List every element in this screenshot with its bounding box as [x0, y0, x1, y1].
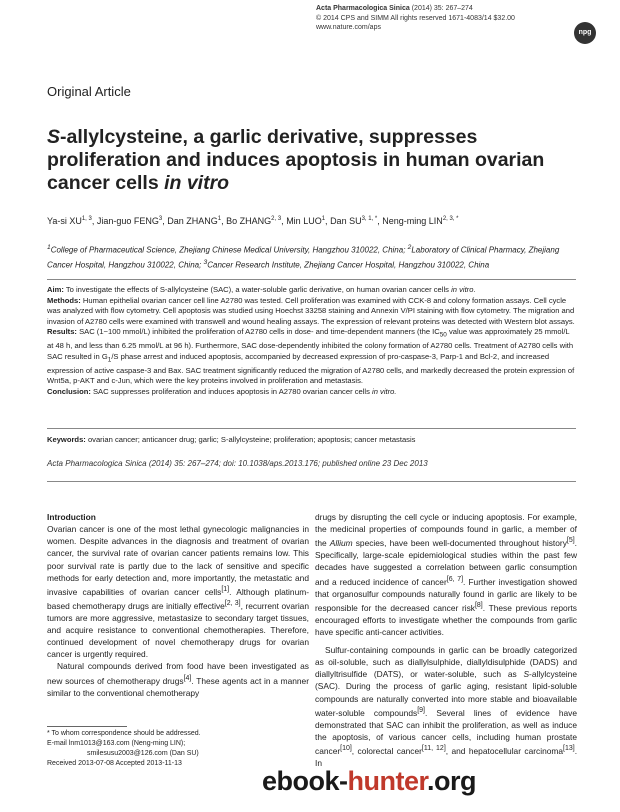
conclusion-text: SAC suppresses proliferation and induces apoptosis in A2780 ovarian cancer cells	[90, 386, 373, 396]
author-name: Dan ZHANG	[167, 216, 218, 226]
section-label: Original Article	[47, 84, 131, 99]
reference-link[interactable]: [8]	[474, 601, 483, 609]
author-affiliation-marker: 1	[217, 216, 222, 222]
conclusion-italic: in vitro.	[372, 386, 397, 396]
divider	[47, 279, 576, 280]
paragraph-text: Sulfur-containing compounds in garlic can be broadly categorized as oil-soluble, such as diallylsulphide, diallyldisulphide (DADS) and diallyltrisulfide (DATS), or water-soluble, such as	[315, 644, 577, 680]
reference-link[interactable]: [13]	[563, 745, 575, 752]
article-title	[47, 126, 587, 195]
aim-label: Aim:	[47, 285, 64, 294]
methods-label: Methods:	[47, 295, 81, 305]
author-affiliation-marker: 2, 3, *	[442, 216, 459, 222]
affiliations: $^1$College of Pharmaceutical Science, Zhejiang Chinese Medical University, Hangzhou 310022, China; $^2$Laboratory of Clinical Pharmacy, Zhejiang Cancer Hospital, Hangzhou 310022, China; $^3$Cancer Research Institute, Zhejiang Cancer Hospital, Hangzhou 310022, China	[47, 244, 560, 270]
reference-link[interactable]: [2, 3]	[224, 599, 241, 607]
journal-header	[316, 4, 515, 33]
title-main: -allylcysteine, a garlic derivative, suppresses proliferation and induces apoptosis in human ovarian cancer cells	[47, 126, 545, 194]
paragraph-text: . Several lines of evidence have demonstrated that SAC can inhibit the proliferation, as well as induce the apoptosis, of various cancer cells, including human prostate cancer	[315, 707, 577, 756]
abstract: Aim: To investigate the effects of S-allylcysteine (SAC), a water-soluble garlic derivative, on human ovarian cancer cells in vitro. Methods: Human epithelial ovarian cancer cell line A2780 was tested. Cell proliferation was examined with CCK-8 and colony formation assays. Cell cycle was analyzed with flow cytometry. Cell apoptosis was studied using Hoechst 33258 staining and Annexin V/PI staining with flow cytometry. The migration and invasion of A2780 cells were examined with transwell and wound healing assays. The expression of relevant proteins was detected with Western blot assays. Results: SAC (1−100 mmol/L) inhibited the proliferation of A2780 cells in dose- and time-dependent manners (the $IC_{50}$ value was approximately 25 mmol/L at 48 h, and less than 6.25 mmol/L at 96 h). Furthermore, SAC dose-dependently inhibited the colony formation of A2780 cells. Treatment of A2780 cells with SAC resulted in $G_1/S$ phase arrest and induced apoptosis, accompanied by decreased expression of pro-caspase-3, Parp-1 and Bcl-2, and increased expression of active caspase-3 and Bax. SAC treatment significantly reduced the migration of A2780 cells, and markedly decreased the protein expression of Wnt5a, p-AKT and c-Jun, which were the key proteins involved in proliferation and metastasis. Conclusion: SAC suppresses proliferation and induces apoptosis in A2780 ovarian cancer cells in vitro.	[47, 285, 575, 396]
author-name: Neng-ming LIN	[382, 216, 443, 226]
journal-name: Acta Pharmacologica Sinica	[316, 5, 410, 12]
affiliation-3: Cancer Research Institute, Zhejiang Cancer Hospital, Hangzhou 310022, China	[207, 260, 490, 270]
paragraph-text: , and hepatocellular carcinoma	[445, 745, 564, 756]
watermark-right: .org	[427, 766, 477, 796]
section-heading: Introduction	[47, 512, 96, 522]
conclusion-label: Conclusion:	[47, 386, 91, 396]
author-list: Ya-si XU$^{1, 3}$, Jian-guo FENG$^3$, Dan ZHANG$^1$, Bo ZHANG$^{2, 3}$, Min LUO$^1$, Dan $SU^{3, 1, *}$, Neng-ming $LIN^{2, 3, *}$	[47, 216, 459, 226]
watermark-accent: hunter	[347, 766, 428, 796]
body-column-right	[315, 511, 577, 769]
author-affiliation-marker: 2, 3	[271, 216, 282, 222]
results-text-2: value was approximately 25 mmol/L at 48 h, and less than 6.25 mmol/L at 96 h). Furthermore, SAC dose-dependently inhibited the colony formation of A2780 cells. Treatment of A2780 cells with SAC resulted in G	[47, 327, 574, 361]
paragraph-text: -allylcysteine (SAC). During the process of garlic aging, resistant lipid-soluble compounds are naturally converted into more stable and bioavailable water-soluble compounds	[315, 669, 577, 718]
reference-link[interactable]: [10]	[340, 745, 352, 752]
watermark-left: ebook-	[262, 766, 348, 796]
paragraph-text: . Specifically, large-scale epidemiological studies within the past few decades have suggested a correlation between garlic consumption and a reduced incidence of cancer	[315, 538, 577, 587]
affiliation-2: Laboratory of Clinical Pharmacy, Zhejiang Cancer Hospital, Hangzhou 310022, China;	[47, 245, 560, 270]
email-line-2: smilesusu2003@126.com (Dan SU)	[87, 750, 199, 757]
aim-text: To investigate the effects of S-allylcysteine (SAC), a water-soluble garlic derivative, on human ovarian cancer cells	[63, 285, 452, 294]
paragraph-text: . These agents act in a manner similar to the conventional chemotherapy	[47, 675, 309, 698]
results-label: Results:	[47, 327, 77, 336]
author-name: Ya-si XU	[47, 216, 82, 226]
footnote-rule	[47, 726, 127, 727]
keywords-label: Keywords:	[47, 435, 86, 444]
body-column-left	[47, 511, 309, 699]
author-name: Min LUO	[286, 216, 322, 226]
author-name: Bo ZHANG	[226, 216, 272, 226]
divider	[47, 481, 576, 482]
journal-ref: (2014) 35: 267–274	[411, 5, 473, 12]
citation-line: Acta Pharmacologica Sinica (2014) 35: 267–274; doi: 10.1038/aps.2013.176; published online 23 Dec 2013	[47, 459, 428, 468]
paragraph-text: drugs by disrupting the cell cycle or inducing apoptosis. For example, the medicinal properties of compounds found in garlic, a member of the	[315, 512, 577, 549]
author-affiliation-marker: 1	[321, 216, 326, 222]
received-date: Received 2013-07-08 Accepted 2013-11-13	[47, 760, 182, 767]
author-name: Dan SU	[330, 216, 362, 226]
author-affiliation-marker: 3, 1, *	[361, 216, 378, 222]
aim-italic: in vitro	[451, 285, 474, 294]
reference-link[interactable]: [9]	[417, 706, 425, 714]
paragraph-text: . In	[315, 745, 578, 768]
paragraph-text: Ovarian cancer is one of the most lethal gynecologic malignancies in women. Despite advances in the diagnosis and treatment of ovarian cancer, the survival rate of ovarian cancer patients remains low. This poor survival rate is partly due to the lack of sensitive and specific methods for early detection and, more importantly, the metastatic and invasive capabilities of ovarian cancer cells	[47, 524, 309, 597]
divider	[47, 428, 576, 429]
npg-logo: npg	[574, 22, 596, 44]
journal-url[interactable]: www.nature.com/aps	[316, 24, 381, 31]
title-italic-prefix: S	[47, 126, 61, 148]
reference-link[interactable]: [6, 7]	[446, 575, 464, 583]
watermark	[262, 766, 476, 797]
email-line-1: E-mail lnm1013@163.com (Neng-ming LIN);	[47, 740, 186, 747]
paragraph-text: Natural compounds derived from food have been investigated as new sources of chemotherapy drugs	[47, 661, 309, 686]
author-affiliation-marker: 3	[158, 216, 163, 222]
species-name: Allium	[329, 538, 353, 549]
methods-text: Human epithelial ovarian cancer cell line A2780 was tested. Cell proliferation was examined with CCK-8 and colony formation assays. Cell cycle was analyzed with flow cytometry. Cell apoptosis was studied using Hoechst 33258 staining and Annexin V/PI staining with flow cytometry. The migration and invasion of A2780 cells were examined with transwell and wound healing assays. The expression of relevant proteins was detected with Western blot assays.	[47, 295, 575, 326]
reference-link[interactable]: [1]	[221, 585, 230, 593]
author-affiliation-marker: 1, 3	[81, 216, 92, 222]
ic50-subscript: 50	[439, 331, 447, 339]
italic-prefix: S	[523, 669, 530, 680]
author-name: Jian-guo FENG	[96, 216, 159, 226]
paragraph-text: species, have been well-documented throughout history	[352, 538, 567, 549]
copyright-line: © 2014 CPS and SIMM All rights reserved 1671-4083/14 $32.00	[316, 14, 515, 22]
reference-link[interactable]: [11, 12]	[421, 745, 446, 752]
affiliation-1: College of Pharmaceutical Science, Zhejiang Chinese Medical University, Hangzhou 310022, China;	[50, 245, 408, 255]
paragraph-text: . These previous reports encouraged efforts to investigate whether the compounds from garlic have specific anti-cancer activities.	[315, 602, 577, 637]
correspondence-note: * To whom correspondence should be addressed.	[47, 730, 201, 737]
paragraph-text: , recurrent ovarian tumors are more aggressive, metastasize to secondary target tissues, and acquire resistance to conventional chemotherapies. Therefore, continued development of novel chemotherapy drugs for ovarian cancer is urgently required.	[47, 600, 309, 660]
g1-subscript: 1	[107, 356, 112, 364]
title-italic-suffix: in vitro	[164, 172, 230, 194]
footnote	[47, 729, 309, 769]
keywords-text: ovarian cancer; anticancer drug; garlic; S-allylcysteine; proliferation; apoptosis; cancer metastasis	[85, 435, 416, 444]
paragraph-text: , colorectal cancer	[351, 745, 422, 756]
results-text-1: SAC (1−100 mmol/L) inhibited the proliferation of A2780 cells in dose- and time-dependent manners (the IC	[76, 327, 440, 336]
reference-link[interactable]: [4]	[183, 674, 192, 682]
paragraph-text: . Further investigation showed that organosulfur compounds naturally found in garlic are likely to be responsible for the decreased cancer risk	[315, 576, 578, 613]
keywords	[47, 435, 576, 444]
reference-link[interactable]: [5]	[566, 537, 575, 545]
results-text-3: /S phase arrest and induced apoptosis, accompanied by decreased expression of pro-caspase-3, Parp-1 and Bcl-2, and increased expression of active caspase-3 and Bax. SAC treatment significantly reduced the migration of A2780 cells, and markedly decreased the protein expression of Wnt5a, p-AKT and c-Jun, which were the key proteins involved in proliferation and metastasis.	[47, 351, 575, 386]
paragraph-text: . Although platinum-based chemotherapy drugs are initially effective	[47, 586, 310, 611]
